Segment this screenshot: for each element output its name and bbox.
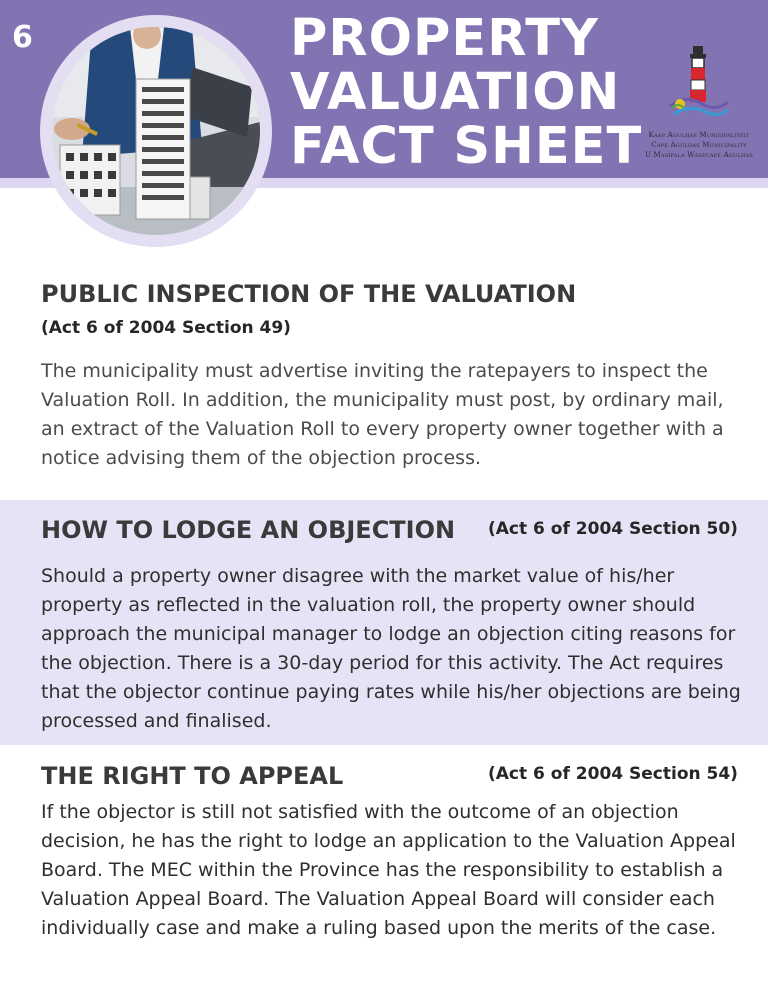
page-number: 6 [12, 20, 33, 55]
section-body-text: The municipality must advertise inviting the ratepayers to inspect the Valuation Roll. In addition, the municipality must post, by ordinary mail, an extract of the Valuation Roll to every property owner together with a notice advising them of the objection process. [41, 360, 724, 469]
section-act-reference: (Act 6 of 2004 Section 54) [488, 764, 738, 784]
lighthouse-icon [666, 44, 732, 124]
section-act-reference: (Act 6 of 2004 Section 50) [488, 519, 738, 539]
logo-line-3: U Masipala Wasecape Agulhas [645, 151, 753, 159]
section-body-text: If the objector is still not satisfied with the outcome of an objection decision, he has the right to lodge an application to the Valuation Appeal Board. The MEC within the Province has the responsibility to establish a Valuation Appeal Board. The Valuation Appeal Board will consider each individually case and make a ruling based upon the merits of the case. [41, 801, 736, 939]
section-body-text: Should a property owner disagree with the market value of his/her property as reflected in the valuation roll, the property owner should approach the municipal manager to lodge an objection citing reasons for the objection. There is a 30-day period for this activity. The Act requires that the objector continue paying rates while his/her objections are being processed and finalised. [41, 565, 741, 732]
title-line-3: FACT SHEET [290, 117, 643, 176]
title-line-2: VALUATION [290, 63, 621, 122]
building-model-photo [52, 27, 260, 235]
section-heading-lodge-objection: HOW TO LODGE AN OBJECTION [41, 516, 456, 544]
section-heading-right-to-appeal: THE RIGHT TO APPEAL [41, 762, 344, 790]
page-title [290, 9, 643, 176]
logo-line-2: Cape Agulhas Municipality [651, 141, 747, 149]
section-heading-public-inspection: PUBLIC INSPECTION OF THE VALUATION [41, 280, 577, 308]
logo-line-1: Kaap Agulhas Munisipaliteit [648, 131, 750, 139]
logo-text [640, 130, 758, 160]
title-line-1: PROPERTY [290, 9, 599, 68]
municipality-logo [640, 44, 758, 164]
section-act-reference: (Act 6 of 2004 Section 49) [41, 318, 291, 338]
